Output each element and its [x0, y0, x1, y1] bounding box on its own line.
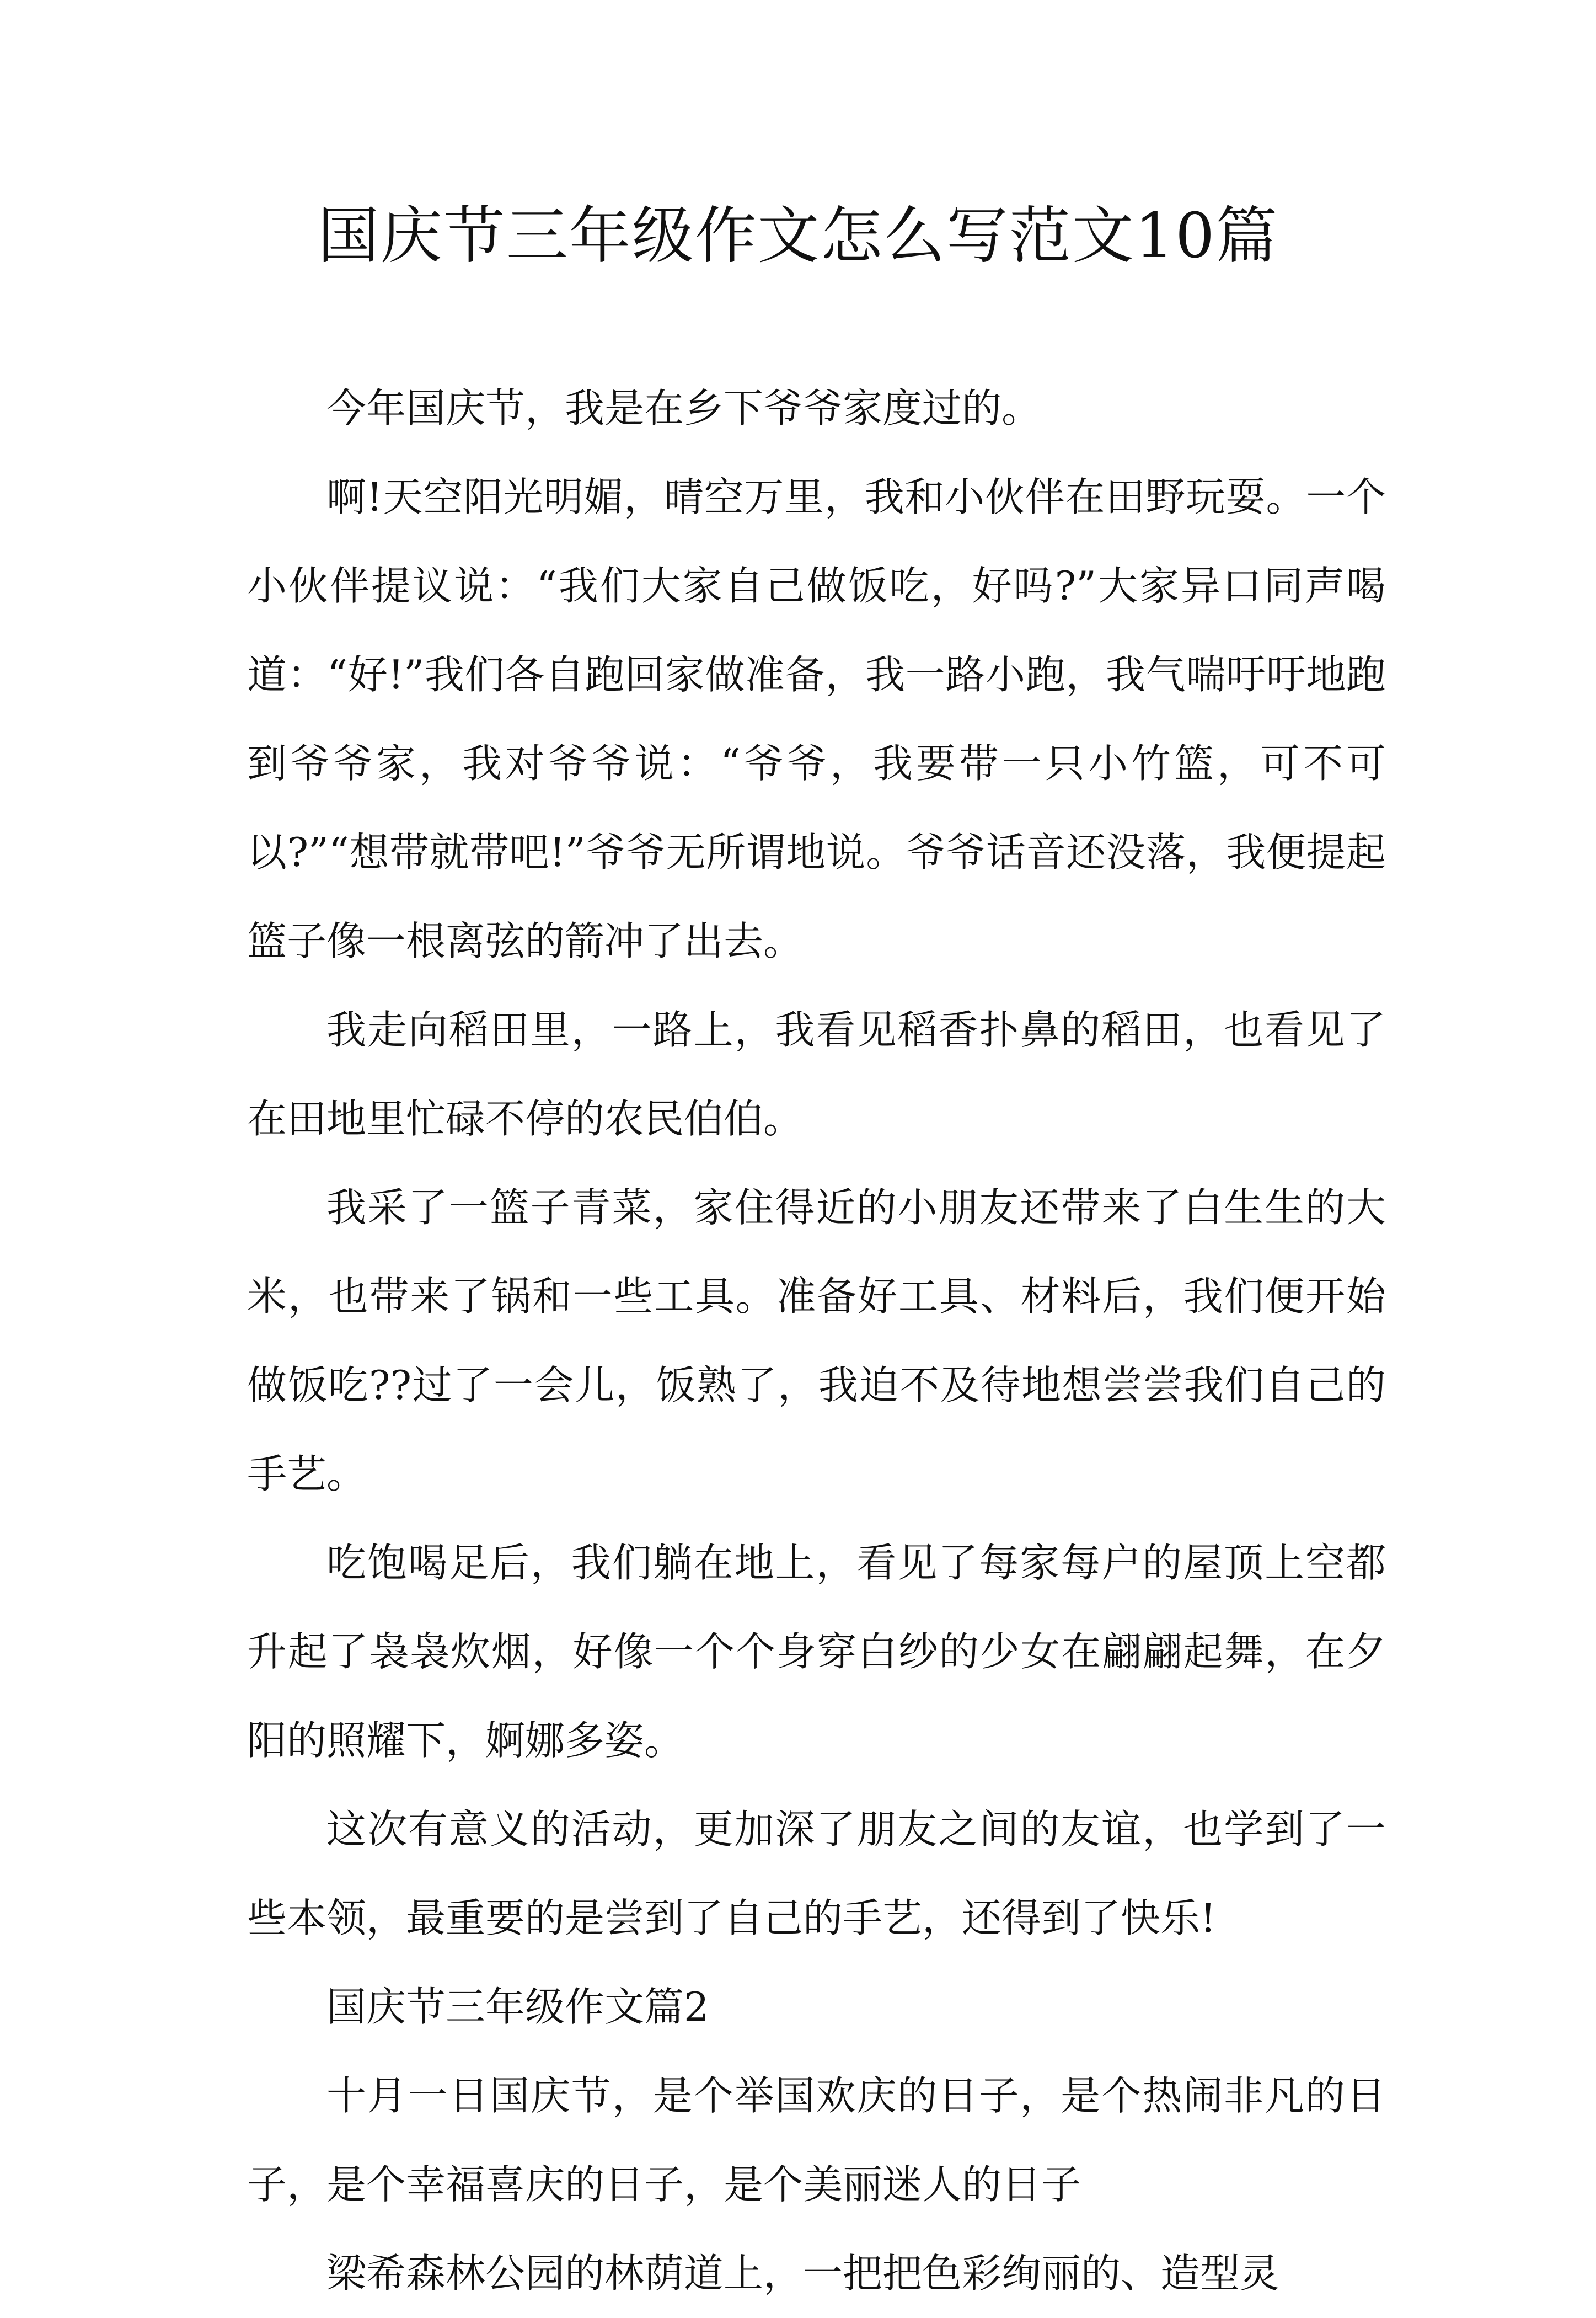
paragraph: 我采了一篮子青菜，家住得近的小朋友还带来了白生生的大米，也带来了锅和一些工具。准备好工具、材料后，我们便开始做饭吃??过了一会儿，饭熟了，我迫不及待地想尝尝我们自己的手艺。 — [247, 1184, 1386, 1497]
document-title: 国庆节三年级作文怎么写范文10篇 — [317, 200, 1279, 272]
paragraph: 这次有意义的活动，更加深了朋友之间的友谊，也学到了一些本领，最重要的是尝到了自己的手艺，还得到了快乐! — [247, 1806, 1386, 1941]
document-body — [247, 364, 1386, 2318]
paragraph: 我走向稻田里，一路上，我看见稻香扑鼻的稻田，也看见了在田地里忙碌不停的农民伯伯。 — [247, 1007, 1386, 1142]
paragraph: 十月一日国庆节，是个举国欢庆的日子，是个热闹非凡的日子，是个幸福喜庆的日子，是个美丽迷人的日子 — [247, 2073, 1386, 2208]
paragraph: 今年国庆节，我是在乡下爷爷家度过的。 — [326, 385, 1042, 431]
section-heading: 国庆节三年级作文篇2 — [326, 1984, 709, 2030]
paragraph: 啊!天空阳光明媚，晴空万里，我和小伙伴在田野玩耍。一个小伙伴提议说：“我们大家自己做饭吃，好吗?”大家异口同声喝道：“好!”我们各自跑回家做准备，我一路小跑，我气喘吁吁地跑到爷爷家，我对爷爷说：“爷爷，我要带一只小竹篮，可不可以?”“想带就带吧!”爷爷无所谓地说。爷爷话音还没落，我便提起篮子像一根离弦的箭冲了出去。 — [247, 474, 1386, 964]
paragraph: 吃饱喝足后，我们躺在地上，看见了每家每户的屋顶上空都升起了袅袅炊烟，好像一个个身穿白纱的少女在翩翩起舞，在夕阳的照耀下，婀娜多姿。 — [247, 1540, 1386, 1764]
paragraph: 梁希森林公园的林荫道上，一把把色彩绚丽的、造型灵 — [326, 2250, 1280, 2296]
